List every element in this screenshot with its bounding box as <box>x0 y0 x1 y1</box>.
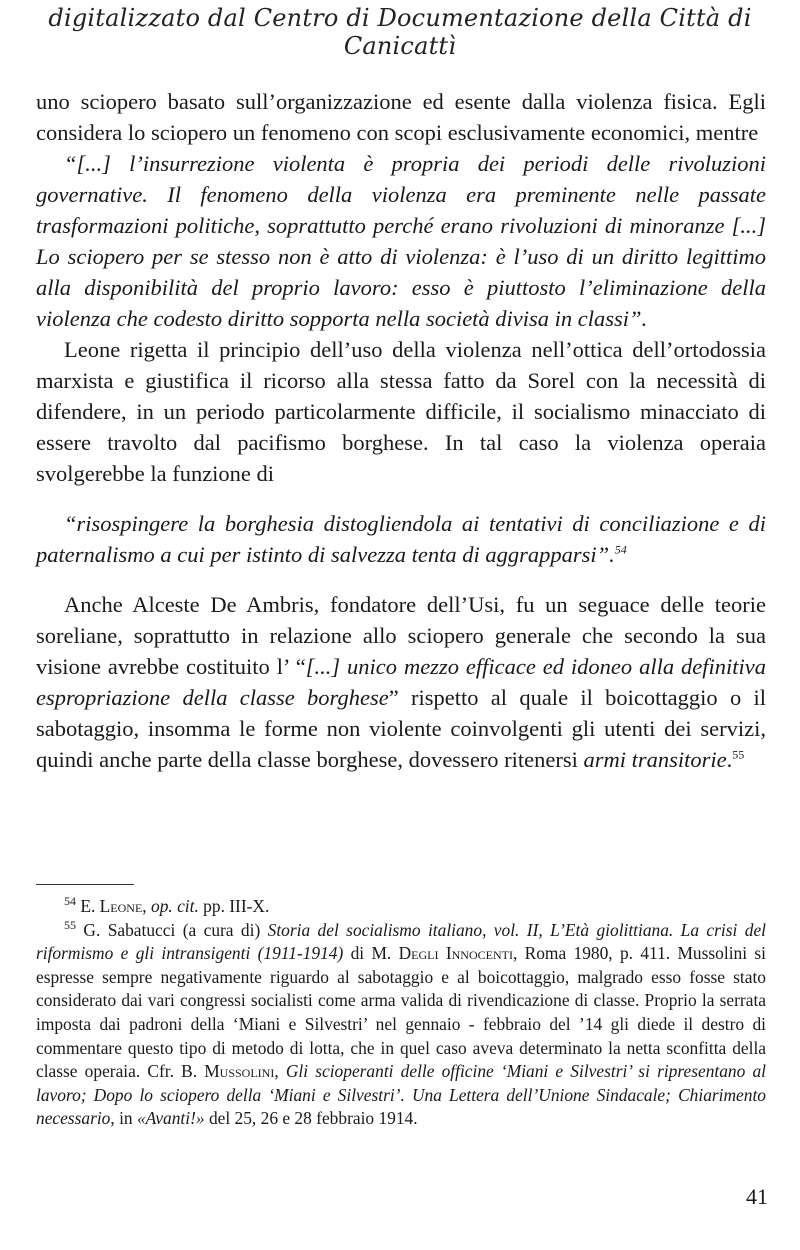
block-quote-1: “[...] l’insurrezione violenta è propria dei periodi delle rivoluzioni governative. Il fenomeno della violenza era preminente nelle passate trasformazioni politiche, soprattutto perché erano rivoluzioni di minoranze [...] Lo sciopero per se stesso non è atto di violenza: è l’uso di un diritto legittimo alla disponibilità del proprio lavoro: esso è piuttosto l’eliminazione della violenza che codesto diritto sopporta nella società divisa in classi”. <box>36 151 766 331</box>
footnote-54-opcit: op. cit. <box>151 896 199 916</box>
footnote-54 <box>36 895 766 919</box>
footnote-55-comma: , <box>274 1061 286 1082</box>
footnote-55-newspaper: «Avanti!» <box>136 1108 205 1129</box>
paragraph-3-part-c: ” rispetto al quale il boicottaggio o il sabotaggio, insomma le forme non violente coinvolgenti gli utenti dei servizi, quindi anche parte della classe borghese, dovessero ritenersi <box>36 685 766 772</box>
footnote-55-editor: G. Sabatucci (a cura di) <box>83 919 268 940</box>
paragraph-3-part-a: Anche Alceste De Ambris, fondatore dell’Usi, fu un seguace delle teorie soreliane, soprattutto in relazione allo sciopero generale che secondo la sua visione avrebbe costituito l’ “ <box>36 592 766 679</box>
paragraph-3-quote: [...] unico mezzo efficace ed idoneo alla definitiva espropriazione della classe borghese <box>36 654 766 710</box>
footnote-55-dates: del 25, 26 e 28 febbraio 1914. <box>204 1108 418 1129</box>
footnotes <box>36 895 766 1131</box>
footnote-54-number: 54 <box>64 894 76 909</box>
paragraph-3-emphasis: armi transitorie <box>583 747 727 772</box>
page-number: 41 <box>746 1184 768 1209</box>
footnote-55-article-titles: Gli scioperanti delle officine ‘Miani e Silvestri’ si ripresentano al lavoro; Dopo lo sciopero della ‘Miani e Silvestri’. Una Lettera dell’Unione Sindacale; Chiarimento necessario <box>36 1061 766 1129</box>
footnote-55-number: 55 <box>64 917 76 932</box>
paragraph-3-end: . <box>726 747 733 772</box>
footnote-55-body: , Roma 1980, p. 411. Mussolini si espresse sempre negativamente riguardo al sabotaggio e al boicottaggio, malgrado esso fosse stato considerato dai vari congressi socialisti come arma valida di rivendicazione di classe. Proprio la serrata imposta dai padroni della ‘Miani e Silvestri’ nel gennaio - febbraio del ’14 gli diede il destro di commentare questo tipo di metodo di lotta, che in quel caso aveva determinato la netta sconfitta della classe operaia. Cfr. B. <box>36 943 766 1082</box>
footnote-54-pages: pp. III-X. <box>198 896 270 916</box>
paragraph-3 <box>36 589 766 775</box>
footnote-55-in: , in <box>110 1108 137 1129</box>
paragraph-1: uno sciopero basato sull’organizzazione ed esente dalla violenza fisica. Egli considera lo sciopero un fenomeno con scopi esclusivamente economici, mentre <box>36 89 766 145</box>
paragraph-2: Leone rigetta il principio dell’uso della violenza nell’ottica dell’ortodossia marxista e giustifica il ricorso alla stessa fatto da Sorel con la necessità di difendere, in un periodo particolarmente difficile, il socialismo minacciato di essere travolto dal pacifismo borghese. In tal caso la violenza operaia svolgerebbe la funzione di <box>36 337 766 486</box>
digitization-watermark: digitalizzato dal Centro di Documentazione della Città di Canicattì <box>48 4 752 60</box>
footnote-54-separator: , <box>142 896 151 916</box>
footnote-separator <box>36 884 134 885</box>
footnote-54-author: E. Leone <box>80 896 143 916</box>
footnote-55-by: di M. <box>343 943 399 964</box>
footnote-55-author-2: Mussolini <box>204 1061 275 1082</box>
block-quote-2 <box>36 508 766 570</box>
footnote-55 <box>36 919 766 1131</box>
main-text <box>36 86 766 775</box>
footnote-55-author: Degli Innocenti <box>398 943 513 964</box>
footnote-ref-54: 54 <box>614 542 627 557</box>
footnote-ref-55: 55 <box>732 747 745 762</box>
block-quote-2-text: “risospingere la borghesia distogliendola ai tentativi di conciliazione e di paternalismo a cui per istinto di salvezza tenta di aggrapparsi”. <box>36 511 766 567</box>
footnote-55-book-title: Storia del socialismo italiano, vol. II, L’Età giolittiana. La crisi del riformismo e gli intransigenti (1911-1914) <box>36 919 766 964</box>
